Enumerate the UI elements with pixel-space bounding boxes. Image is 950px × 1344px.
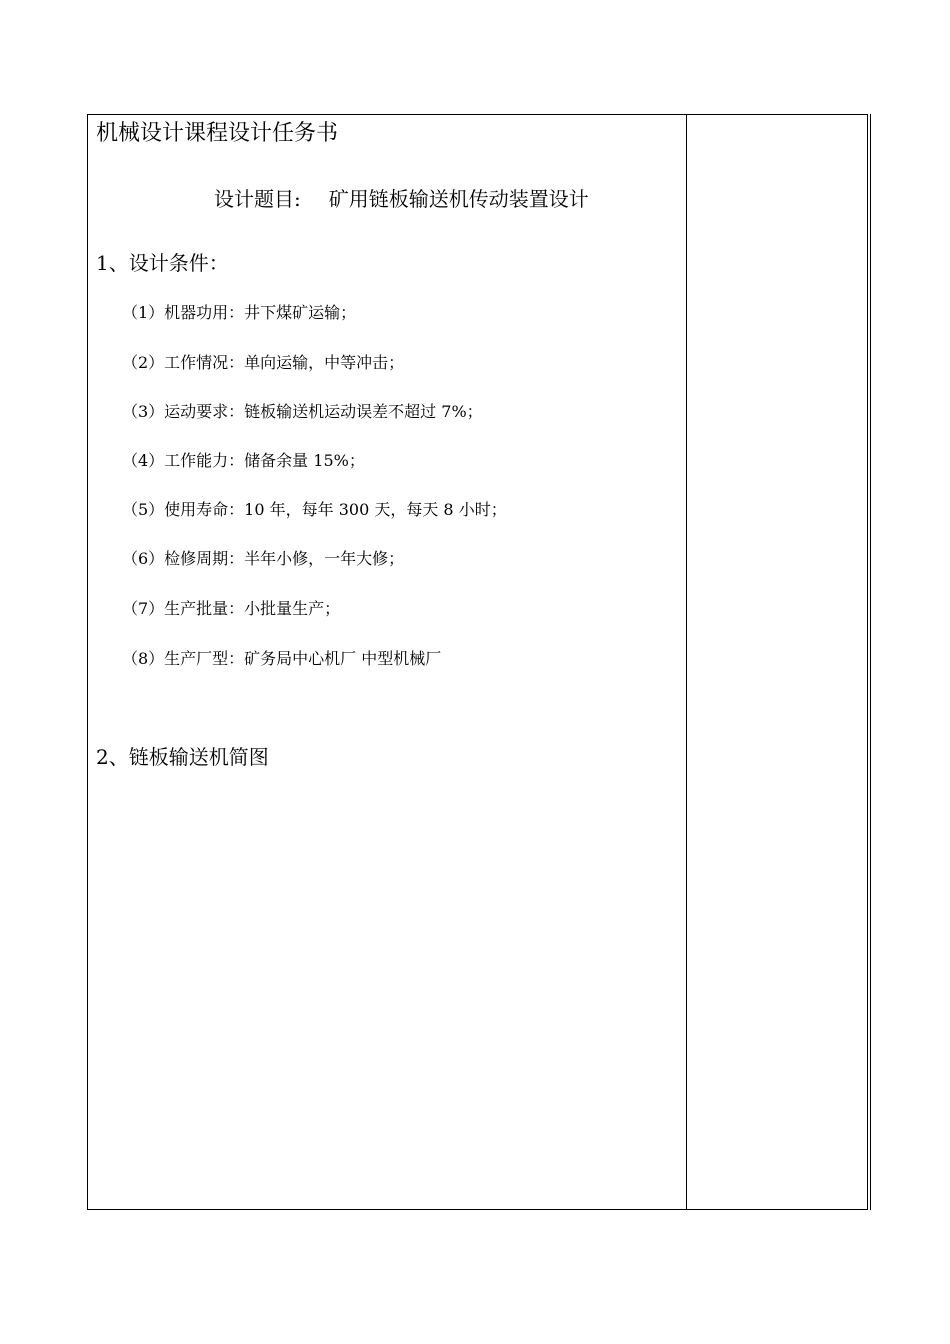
condition-item-factory-type: （8）生产厂型：矿务局中心机厂 中型机械厂 [122, 649, 442, 668]
condition-item-working-condition: （2）工作情况：单向运输，中等冲击； [122, 353, 405, 372]
condition-item-capacity: （4）工作能力：储备余量 15%； [122, 451, 365, 470]
condition-item-production-batch: （7）生产批量：小批量生产； [122, 599, 341, 618]
design-subject-value: 矿用链板输送机传动装置设计 [328, 187, 589, 211]
document-title: 机械设计课程设计任务书 [96, 121, 339, 146]
condition-item-motion-requirement: （3）运动要求：链板输送机运动误差不超过 7%； [122, 402, 483, 421]
condition-item-function: （1）机器功用：井下煤矿运输； [122, 303, 357, 322]
section-heading-design-conditions: 1、设计条件： [96, 251, 229, 275]
design-subject-label: 设计题目: [214, 187, 301, 211]
design-subject-line [214, 186, 589, 212]
condition-item-service-life: （5）使用寿命：10 年，每年 300 天，每天 8 小时； [122, 500, 507, 519]
table-column-divider [686, 114, 687, 1210]
section-heading-conveyor-diagram: 2、链板输送机简图 [96, 745, 269, 769]
table-double-border-line [870, 114, 871, 1210]
condition-item-maintenance-cycle: （6）检修周期：半年小修，一年大修； [122, 549, 405, 568]
